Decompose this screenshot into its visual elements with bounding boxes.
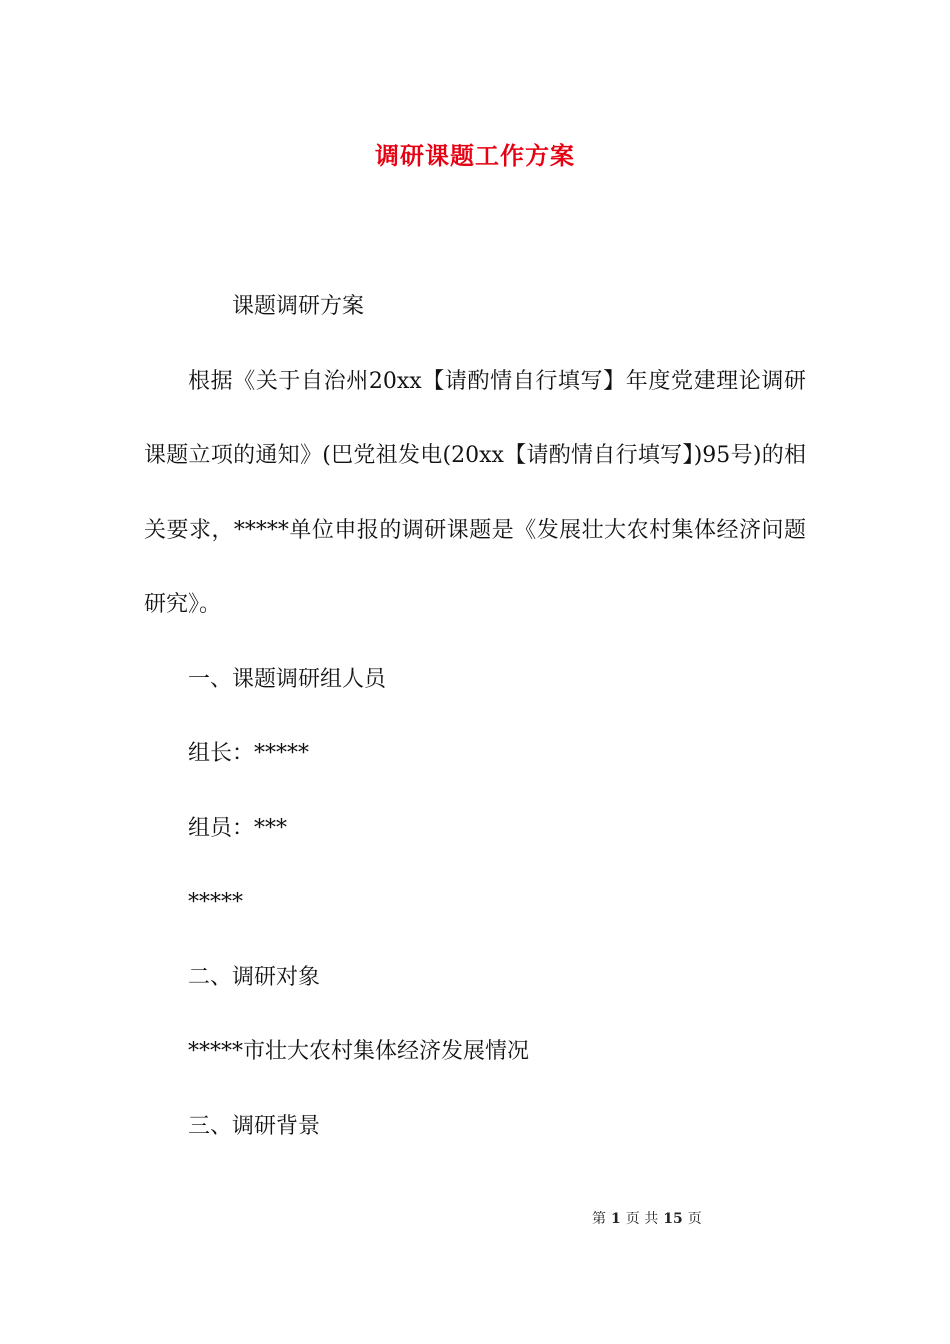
footer-prefix: 第 — [592, 1211, 606, 1227]
section-heading-background: 三、调研背景 — [188, 1113, 321, 1139]
intro-paragraph: 根据《关于自治州20xx【请酌情自行填写】年度党建理论调研课题立项的通知》(巴党祖发电(20xx【请酌情自行填写】)95号)的相关要求，*****单位申报的调研课题是《发展壮大农村集体经济问题研究》。 — [144, 368, 806, 617]
team-members-line: 组员：*** — [188, 815, 288, 841]
page-footer — [592, 1208, 707, 1228]
team-member-extra-line: ***** — [188, 890, 243, 915]
section-heading-members: 一、课题调研组人员 — [188, 666, 387, 692]
document-title: 调研课题工作方案 — [375, 141, 575, 170]
current-page-number: 1 — [611, 1211, 621, 1227]
total-pages-number: 15 — [663, 1211, 683, 1227]
footer-middle: 页 共 — [625, 1211, 659, 1227]
subtitle-paragraph: 课题调研方案 — [232, 294, 365, 319]
subject-line: *****市壮大农村集体经济发展情况 — [188, 1039, 530, 1064]
section-heading-subject: 二、调研对象 — [188, 964, 321, 990]
footer-suffix: 页 — [687, 1211, 702, 1227]
team-leader-line: 组长：***** — [188, 741, 310, 766]
document-body — [144, 270, 806, 1164]
